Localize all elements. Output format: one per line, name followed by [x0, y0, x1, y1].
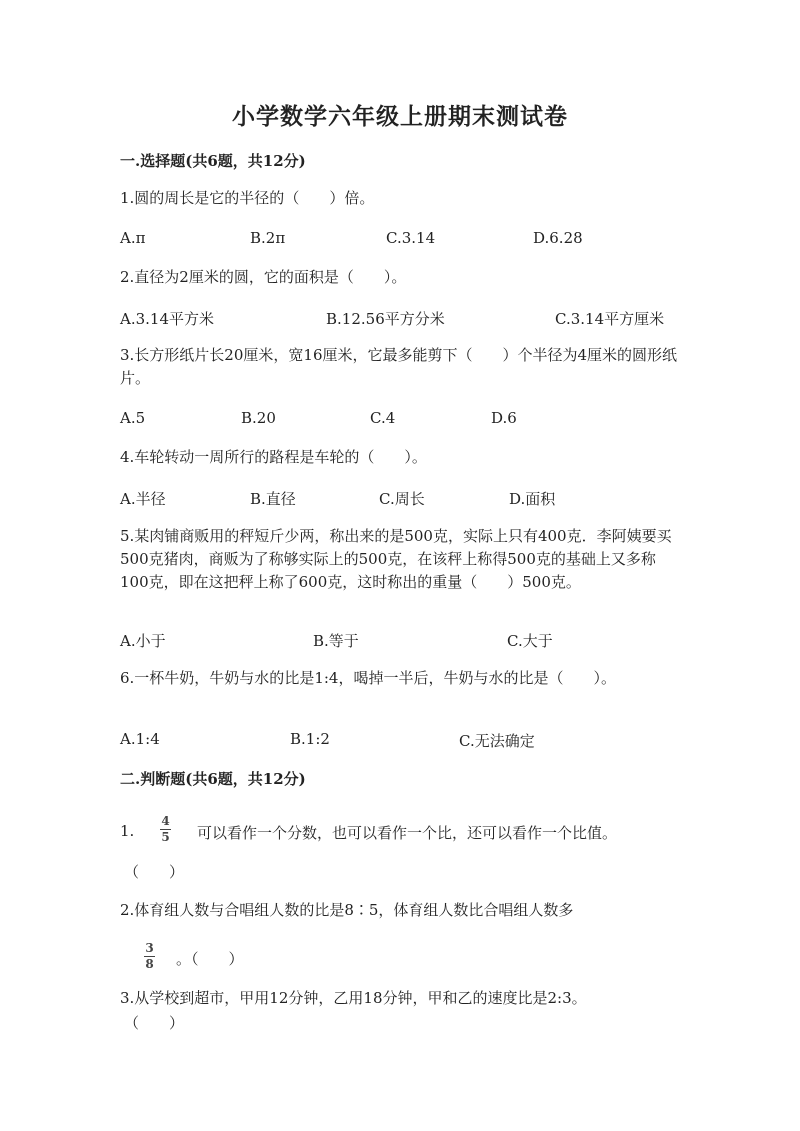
judge-1-text: 可以看作一个分数，也可以看作一个比，还可以看作一个比值。 [197, 824, 618, 842]
q5-option-c: C.大于 [507, 632, 553, 650]
fraction-denominator: 5 [161, 830, 170, 844]
q3-option-d: D.6 [491, 409, 517, 427]
q6-option-c: C.无法确定 [459, 732, 535, 750]
q2-option-c: C.3.14平方厘米 [555, 310, 665, 328]
fraction-numerator: 3 [145, 941, 154, 955]
q5-option-b: B.等于 [313, 632, 359, 650]
q4-option-d: D.面积 [509, 490, 556, 508]
q3-option-a: A.5 [120, 409, 146, 427]
q2-option-a: A.3.14平方米 [120, 310, 214, 328]
q6-option-b: B.1:2 [290, 730, 330, 748]
question-1: 1.圆的周长是它的半径的（ ）倍。 [120, 189, 375, 207]
q4-option-a: A.半径 [120, 490, 166, 508]
fraction-denominator: 8 [145, 957, 154, 971]
q3-option-c: C.4 [370, 409, 396, 427]
q1-option-a: A.π [120, 229, 146, 247]
q1-option-d: D.6.28 [533, 229, 583, 247]
judge-1-number: 1. [120, 822, 135, 840]
q2-option-b: B.12.56平方分米 [326, 310, 445, 328]
section-heading-judgement: 二.判断题(共6题，共12分) [120, 770, 306, 788]
q6-option-a: A.1:4 [120, 730, 160, 748]
fraction-numerator: 4 [161, 814, 170, 828]
question-2: 2.直径为2厘米的圆，它的面积是（ ）。 [120, 268, 407, 286]
fraction-3-8 [144, 942, 155, 971]
page-title: 小学数学六年级上册期末测试卷 [232, 103, 568, 130]
q4-option-c: C.周长 [379, 490, 425, 508]
q1-option-c: C.3.14 [386, 229, 436, 247]
question-4: 4.车轮转动一周所行的路程是车轮的（ ）。 [120, 448, 427, 466]
q1-option-b: B.2π [250, 229, 286, 247]
q4-option-b: B.直径 [250, 490, 296, 508]
judge-3-blank: （ ） [124, 1014, 185, 1032]
judge-1-blank: （ ） [124, 863, 185, 881]
q5-option-a: A.小于 [120, 632, 166, 650]
question-6: 6.一杯牛奶，牛奶与水的比是1:4，喝掉一半后，牛奶与水的比是（ ）。 [120, 669, 616, 687]
question-5: 5.某肉铺商贩用的秤短斤少两，称出来的是500克，实际上只有400克．李阿姨要买500克猪肉，商贩为了称够实际上的500克，在该秤上称得500克的基础上又多称100克，即在这把秤上称了600克，这时称出的重量（ ）500克。 [120, 527, 672, 591]
question-3: 3.长方形纸片长20厘米，宽16厘米，它最多能剪下（ ）个半径为4厘米的圆形纸片。 [120, 346, 678, 387]
judge-2-blank: 。（ ） [176, 950, 244, 968]
judge-2-text: 2.体育组人数与合唱组人数的比是8∶5，体育组人数比合唱组人数多 [120, 901, 574, 919]
fraction-4-5 [160, 815, 171, 844]
judge-3-text: 3.从学校到超市，甲用12分钟，乙用18分钟，甲和乙的速度比是2:3。 [120, 989, 587, 1007]
section-heading-choice: 一.选择题(共6题，共12分) [120, 152, 306, 170]
q3-option-b: B.20 [241, 409, 276, 427]
